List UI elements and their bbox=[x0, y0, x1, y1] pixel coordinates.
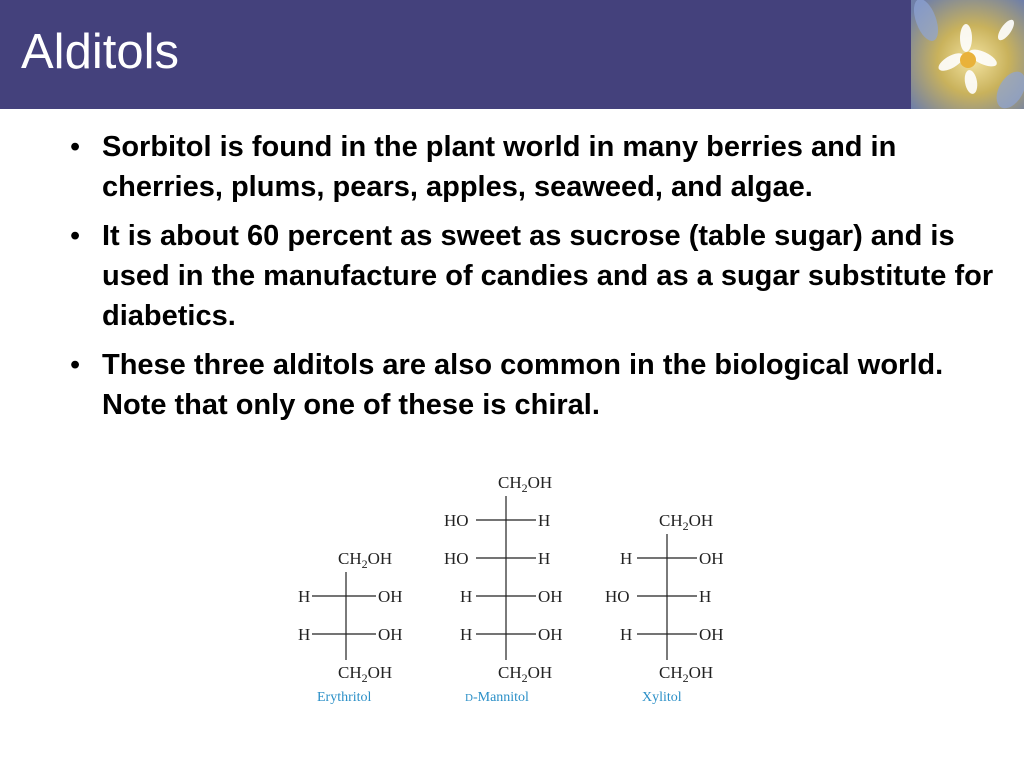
xylitol-structure bbox=[605, 511, 724, 705]
mannitol-r3-right: OH bbox=[538, 587, 563, 606]
mannitol-r1-left: HO bbox=[444, 511, 469, 530]
erythritol-bottom-group: $CH_2OH$ bbox=[338, 663, 393, 685]
bullet-marker: • bbox=[70, 349, 81, 381]
title-bar bbox=[0, 0, 1024, 109]
xylitol-r3-left: H bbox=[620, 625, 633, 644]
erythritol-structure bbox=[298, 549, 403, 705]
bullet-text: It is about 60 percent as sweet as sucrose (table sugar) and is used in the manufacture of candies and as a sugar substitute for diabetics. bbox=[102, 220, 994, 332]
mannitol-r4-right: OH bbox=[538, 625, 563, 644]
erythritol-r2-left: H bbox=[298, 625, 311, 644]
mannitol-r1-right: H bbox=[538, 511, 551, 530]
mannitol-caption: D-Mannitol bbox=[465, 690, 529, 705]
xylitol-r2-left: HO bbox=[605, 587, 630, 606]
bullet-text: These three alditols are also common in the biological world. Note that only one of these is chiral. bbox=[102, 349, 944, 421]
erythritol-caption: Erythritol bbox=[317, 690, 372, 705]
mannitol-r4-left: H bbox=[460, 625, 473, 644]
bullet-item bbox=[66, 127, 1011, 207]
bullet-item bbox=[66, 345, 1011, 425]
mannitol-r2-left: HO bbox=[444, 549, 469, 568]
erythritol-r1-right: OH bbox=[378, 587, 403, 606]
erythritol-top-group: $CH_2OH$ bbox=[338, 549, 393, 571]
xylitol-r2-right: H bbox=[699, 587, 712, 606]
xylitol-r3-right: OH bbox=[699, 625, 724, 644]
mannitol-r2-right: H bbox=[538, 549, 551, 568]
xylitol-caption: Xylitol bbox=[642, 690, 682, 705]
fischer-projections bbox=[290, 468, 740, 708]
mannitol-r3-left: H bbox=[460, 587, 473, 606]
bullet-list bbox=[66, 127, 1011, 434]
xylitol-top-group: $CH_2OH$ bbox=[659, 511, 714, 533]
erythritol-r1-left: H bbox=[298, 587, 311, 606]
bullet-text: Sorbitol is found in the plant world in many berries and in cherries, plums, pears, apples, seaweed, and algae. bbox=[102, 131, 897, 203]
flower-photo bbox=[911, 0, 1024, 109]
bullet-marker: • bbox=[70, 131, 81, 163]
slide-title: Alditols bbox=[21, 25, 179, 79]
bullet-marker: • bbox=[70, 220, 81, 252]
bullet-item bbox=[66, 216, 1011, 336]
mannitol-structure bbox=[444, 473, 563, 705]
xylitol-bottom-group: $CH_2OH$ bbox=[659, 663, 714, 685]
xylitol-r1-right: OH bbox=[699, 549, 724, 568]
mannitol-bottom-group: $CH_2OH$ bbox=[498, 663, 553, 685]
mannitol-top-group: $CH_2OH$ bbox=[498, 473, 553, 495]
xylitol-r1-left: H bbox=[620, 549, 633, 568]
erythritol-r2-right: OH bbox=[378, 625, 403, 644]
